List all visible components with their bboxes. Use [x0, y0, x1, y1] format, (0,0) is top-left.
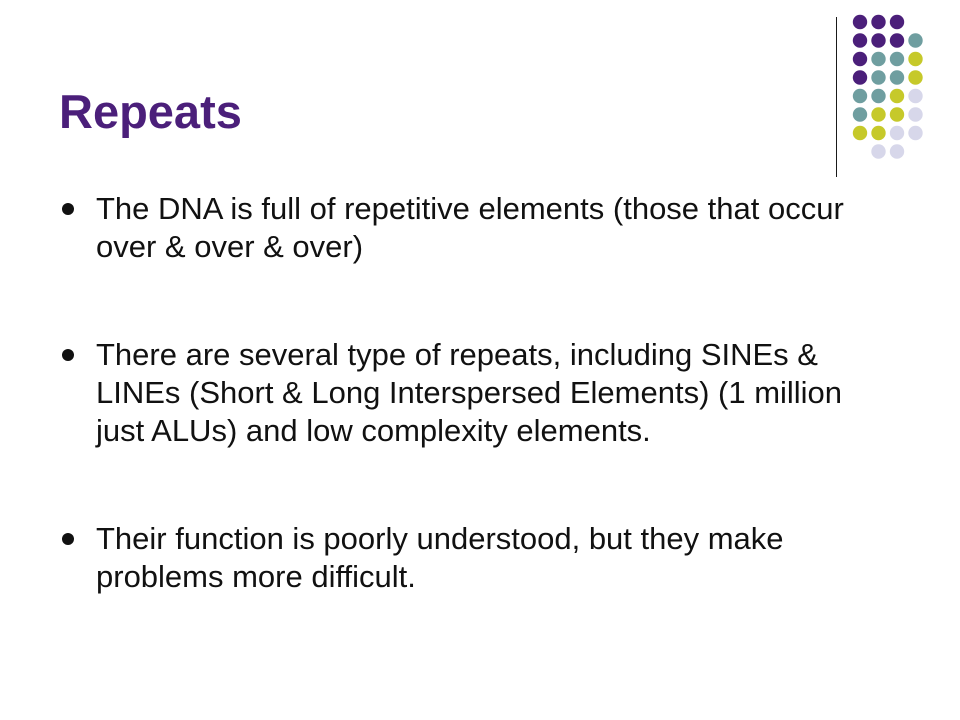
decorative-dot	[871, 89, 885, 103]
decorative-dot	[871, 144, 885, 158]
bullet-text: The DNA is full of repetitive elements (those that occur over & over & over)	[96, 191, 844, 264]
decorative-dot	[890, 70, 904, 84]
decorative-dot	[890, 126, 904, 140]
decorative-dot	[853, 89, 867, 103]
decorative-dot	[890, 33, 904, 47]
decorative-dot	[871, 107, 885, 121]
header-divider-line	[836, 17, 837, 177]
decorative-dot	[908, 107, 922, 121]
decorative-dot	[853, 70, 867, 84]
decorative-dot	[908, 52, 922, 66]
bullet-item	[62, 336, 882, 450]
decorative-dot	[871, 33, 885, 47]
decorative-dot	[908, 126, 922, 140]
decorative-dot	[890, 107, 904, 121]
decorative-dot	[853, 107, 867, 121]
bullet-point-icon	[62, 349, 74, 361]
decorative-dot	[853, 126, 867, 140]
decorative-dot	[871, 126, 885, 140]
decorative-dot	[890, 89, 904, 103]
decorative-dot	[908, 89, 922, 103]
decorative-dot	[908, 70, 922, 84]
bullet-text: There are several type of repeats, including SINEs & LINEs (Short & Long Interspersed Elements) (1 million just ALUs) and low complexity elements.	[96, 337, 843, 448]
decorative-dot	[871, 15, 885, 29]
bullet-list	[62, 190, 882, 596]
bullet-point-icon	[62, 203, 74, 215]
decorative-dot	[871, 52, 885, 66]
decorative-dot	[853, 15, 867, 29]
decorative-dot	[853, 33, 867, 47]
slide-title: Repeats	[59, 85, 242, 138]
decorative-dot	[908, 33, 922, 47]
bullet-point-icon	[62, 533, 74, 545]
decorative-dot	[890, 15, 904, 29]
decorative-dot	[890, 52, 904, 66]
bullet-text: Their function is poorly understood, but they make problems more difficult.	[96, 521, 784, 594]
decorative-dot	[871, 70, 885, 84]
decorative-dot	[853, 52, 867, 66]
decorative-dot	[890, 144, 904, 158]
bullet-item	[62, 520, 882, 596]
bullet-item	[62, 190, 882, 266]
